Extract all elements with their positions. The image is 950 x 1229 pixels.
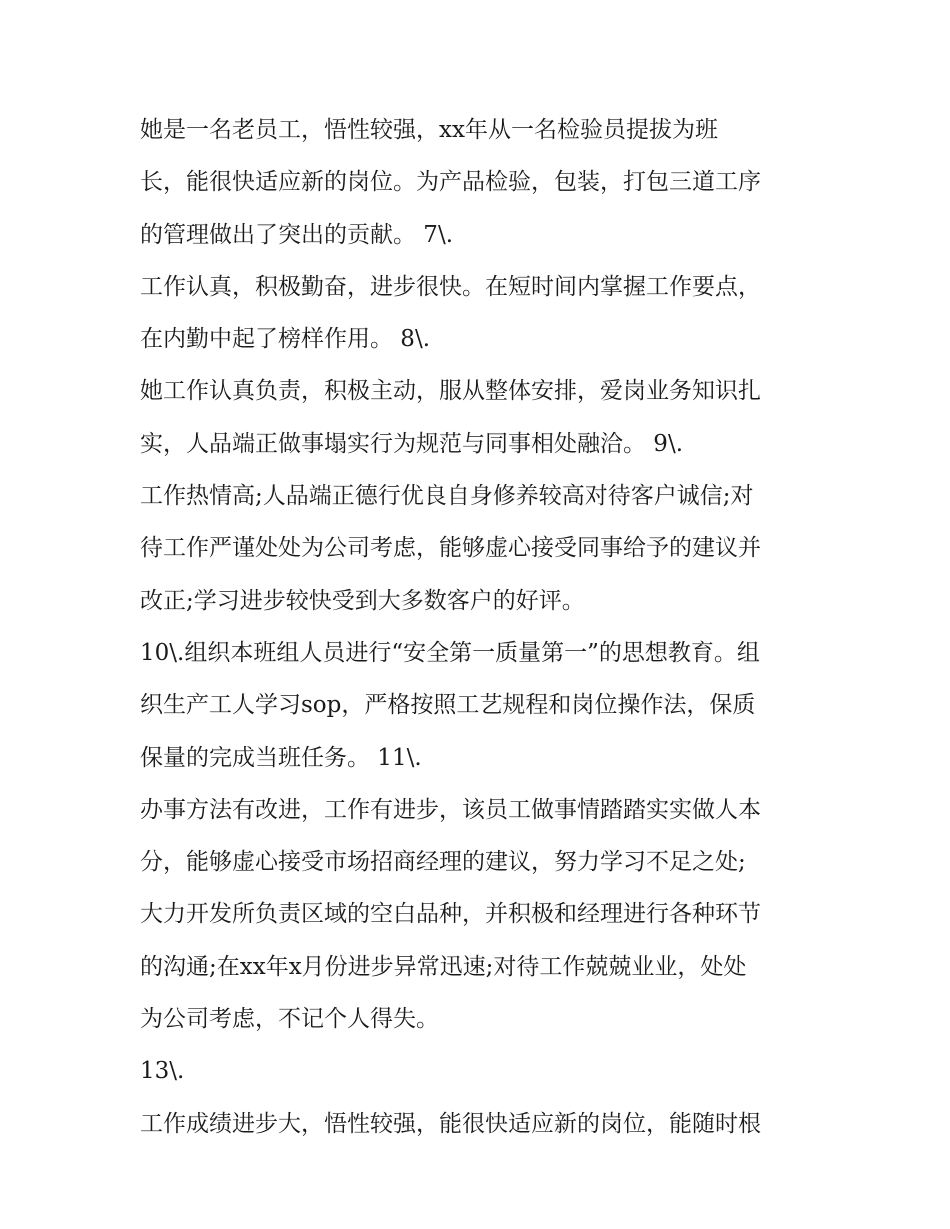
text-line: 的管理做出了突出的贡献。 7\.	[140, 221, 454, 248]
text-line: 办事方法有改进，工作有进步，该员工做事情踏踏实实做人本	[140, 796, 761, 823]
text-line: 10\.组织本班组人员进行“安全第一质量第一”的思想教育。组	[140, 639, 760, 666]
text-line: 大力开发所负责区域的空白品种，并积极和经理进行各种环节	[140, 901, 761, 928]
text-line: 在内勤中起了榜样作用。 8\.	[140, 326, 431, 353]
text-line: 为公司考虑，不记个人得失。	[140, 1006, 439, 1033]
document-body	[140, 108, 830, 1154]
text-line: 保量的完成当班任务。 11\.	[140, 744, 422, 771]
text-line: 工作认真，积极勤奋，进步很快。在短时间内掌握工作要点，	[140, 273, 761, 300]
text-line: 的沟通;在xx年x月份进步异常迅速;对待工作兢兢业业，处处	[140, 953, 747, 980]
text-line: 改正;学习进步较快受到大多数客户的好评。	[140, 587, 585, 614]
text-line: 待工作严谨处处为公司考虑，能够虚心接受同事给予的建议并	[140, 535, 761, 562]
text-line: 工作热情高;人品端正德行优良自身修养较高对待客户诚信;对	[140, 483, 754, 510]
text-line: 长，能很快适应新的岗位。为产品检验，包装，打包三道工序	[140, 169, 761, 196]
text-line: 分，能够虚心接受市场招商经理的建议，努力学习不足之处;	[140, 849, 746, 876]
text-line: 13\.	[140, 1058, 185, 1085]
text-line: 实，人品端正做事塌实行为规范与同事相处融洽。 9\.	[140, 430, 684, 457]
text-line: 工作成绩进步大，悟性较强，能很快适应新的岗位，能随时根	[140, 1110, 761, 1137]
text-line: 她是一名老员工，悟性较强，xx年从一名检验员提拔为班	[140, 117, 718, 143]
text-line: 她工作认真负责，积极主动，服从整体安排，爱岗业务知识扎	[140, 378, 761, 405]
text-line: 织生产工人学习sop，严格按照工艺规程和岗位操作法，保质	[140, 692, 756, 719]
